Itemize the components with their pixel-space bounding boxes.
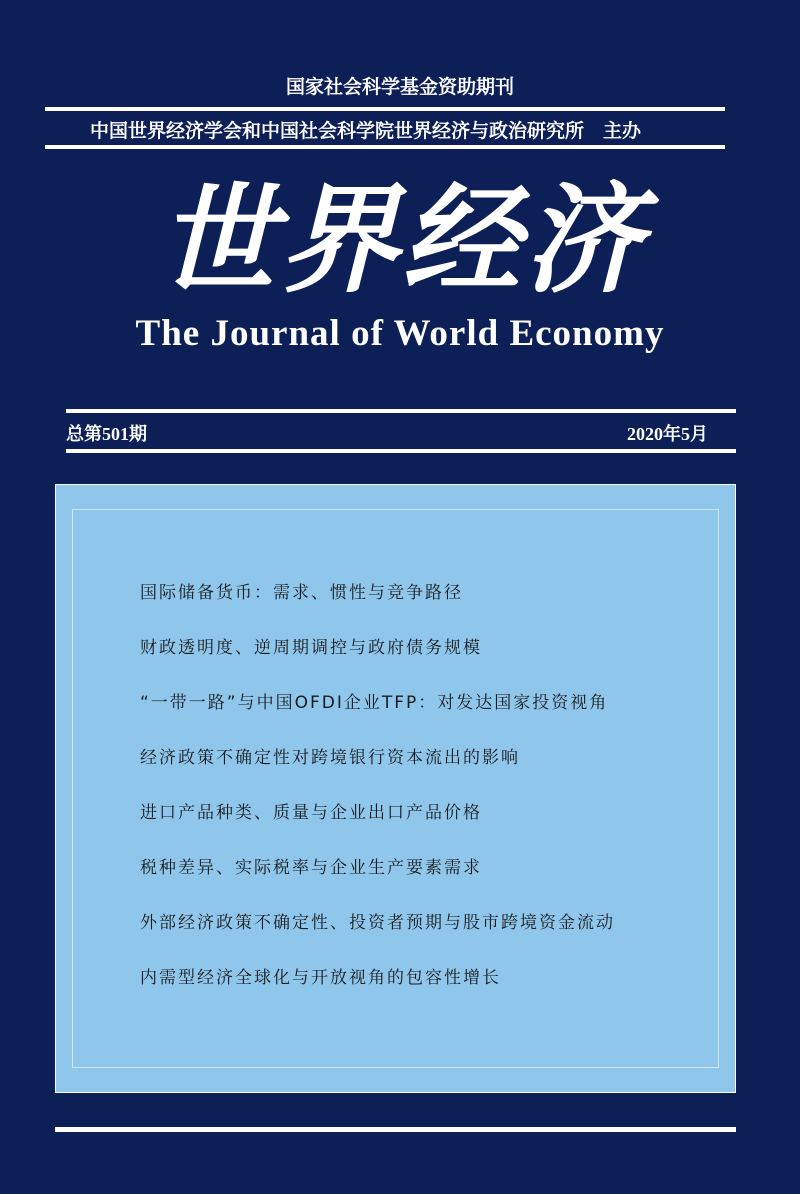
journal-title-english: The Journal of World Economy xyxy=(135,313,665,354)
table-of-contents xyxy=(140,581,615,1021)
toc-item: 税种差异、实际税率与企业生产要素需求 xyxy=(140,858,482,878)
toc-item: 进口产品种类、质量与企业出口产品价格 xyxy=(140,803,482,823)
toc-item: 经济政策不确定性对跨境银行资本流出的影响 xyxy=(140,748,520,768)
toc-item: 国际储备货币：需求、惯性与竞争路径 xyxy=(140,583,463,603)
contents-panel xyxy=(55,484,736,1093)
toc-item: 外部经济政策不确定性、投资者预期与股市跨境资金流动 xyxy=(140,913,615,933)
toc-item: 内需型经济全球化与开放视角的包容性增长 xyxy=(140,968,501,988)
journal-title-chinese: 世界经济 xyxy=(157,170,646,309)
funding-line: 国家社会科学基金资助期刊 xyxy=(285,76,514,98)
divider-issue-top xyxy=(66,409,736,413)
divider-bottom xyxy=(55,1127,736,1132)
issue-date: 2020年5月 xyxy=(627,424,708,444)
toc-item: “一带一路”与中国OFDI企业TFP：对发达国家投资视角 xyxy=(140,693,609,713)
divider-top-1 xyxy=(45,107,725,111)
toc-item: 财政透明度、逆周期调控与政府债务规模 xyxy=(140,638,482,658)
divider-issue-bottom xyxy=(66,449,736,453)
divider-top-2 xyxy=(45,145,725,149)
sponsor-line: 中国世界经济学会和中国社会科学院世界经济与政治研究所 主办 xyxy=(90,120,642,142)
issue-number: 总第501期 xyxy=(66,424,147,444)
